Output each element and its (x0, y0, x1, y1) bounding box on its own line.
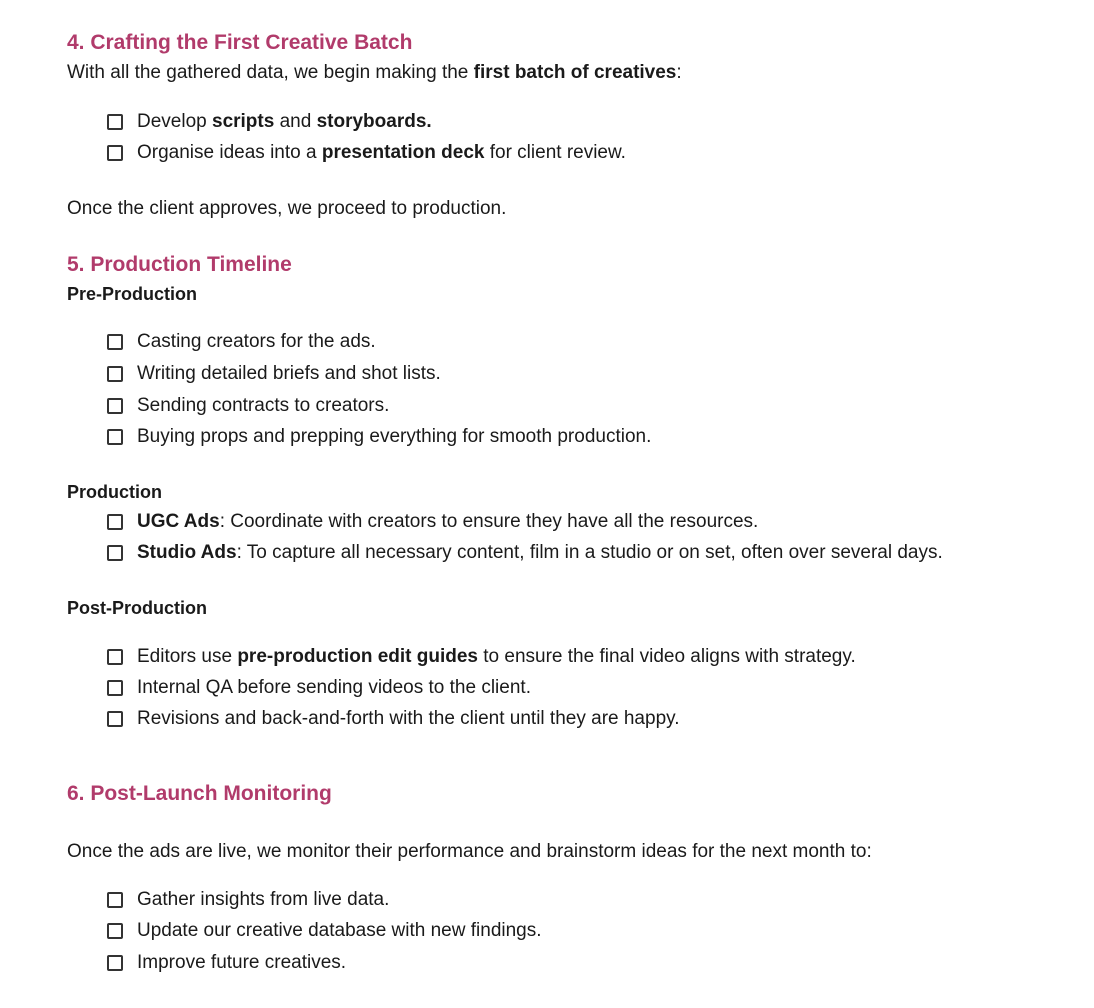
checklist-item-text: Develop scripts and storyboards. (137, 111, 432, 132)
checkbox[interactable] (107, 649, 123, 665)
checklist-item (107, 541, 943, 565)
checkbox[interactable] (107, 923, 123, 939)
section-4-closing: Once the client approves, we proceed to production. (67, 198, 507, 219)
production-title: Production (67, 482, 162, 502)
checklist-item (107, 888, 389, 912)
checklist-item (107, 330, 376, 354)
checkbox[interactable] (107, 711, 123, 727)
checklist-item (107, 707, 680, 731)
checkbox[interactable] (107, 545, 123, 561)
section-5-heading: 5. Production Timeline (67, 253, 292, 276)
checkbox[interactable] (107, 680, 123, 696)
pre-production-title: Pre-Production (67, 284, 198, 304)
checkbox[interactable] (107, 514, 123, 530)
checkbox[interactable] (107, 366, 123, 382)
post-production-title: Post-Production (67, 598, 207, 618)
checklist-item (107, 676, 531, 700)
checkbox[interactable] (107, 955, 123, 971)
checklist-item-text: Writing detailed briefs and shot lists. (137, 363, 441, 384)
checklist-item-text: Editors use pre-production edit guides to ensure the final video aligns with strategy. (137, 646, 856, 667)
checklist-item-text: Sending contracts to creators. (137, 395, 390, 416)
checklist-item-text: Organise ideas into a presentation deck for client review. (137, 142, 626, 163)
checkbox[interactable] (107, 429, 123, 445)
checklist-item-text: Improve future creatives. (137, 952, 347, 973)
checklist-item-text: Buying props and prepping everything for smooth production. (137, 426, 652, 447)
checklist-item (107, 951, 346, 975)
checklist-item (107, 362, 441, 386)
checkbox[interactable] (107, 145, 123, 161)
checklist-item (107, 645, 856, 669)
checkbox[interactable] (107, 334, 123, 350)
checklist-item-text: Gather insights from live data. (137, 889, 390, 910)
section-6-heading: 6. Post-Launch Monitoring (67, 782, 332, 805)
checklist-item-text: UGC Ads: Coordinate with creators to ensure they have all the resources. (137, 511, 759, 532)
section-4-heading: 4. Crafting the First Creative Batch (67, 31, 413, 54)
section-6-intro: Once the ads are live, we monitor their performance and brainstorm ideas for the next month to: (67, 841, 872, 862)
checklist-item (107, 110, 432, 134)
checkbox[interactable] (107, 398, 123, 414)
checklist-item-text: Casting creators for the ads. (137, 331, 376, 352)
checklist-item-text: Internal QA before sending videos to the client. (137, 677, 531, 698)
checkbox[interactable] (107, 892, 123, 908)
checklist-item (107, 394, 389, 418)
checklist-item (107, 919, 542, 943)
checkbox[interactable] (107, 114, 123, 130)
checklist-item-text: Studio Ads: To capture all necessary content, film in a studio or on set, often over several days. (137, 542, 943, 563)
checklist-item-text: Update our creative database with new findings. (137, 920, 542, 941)
checklist-item (107, 425, 651, 449)
checklist-item-text: Revisions and back-and-forth with the client until they are happy. (137, 708, 680, 729)
checklist-item (107, 510, 758, 534)
checklist-item (107, 141, 626, 165)
section-4-intro: With all the gathered data, we begin making the first batch of creatives: (67, 62, 682, 83)
